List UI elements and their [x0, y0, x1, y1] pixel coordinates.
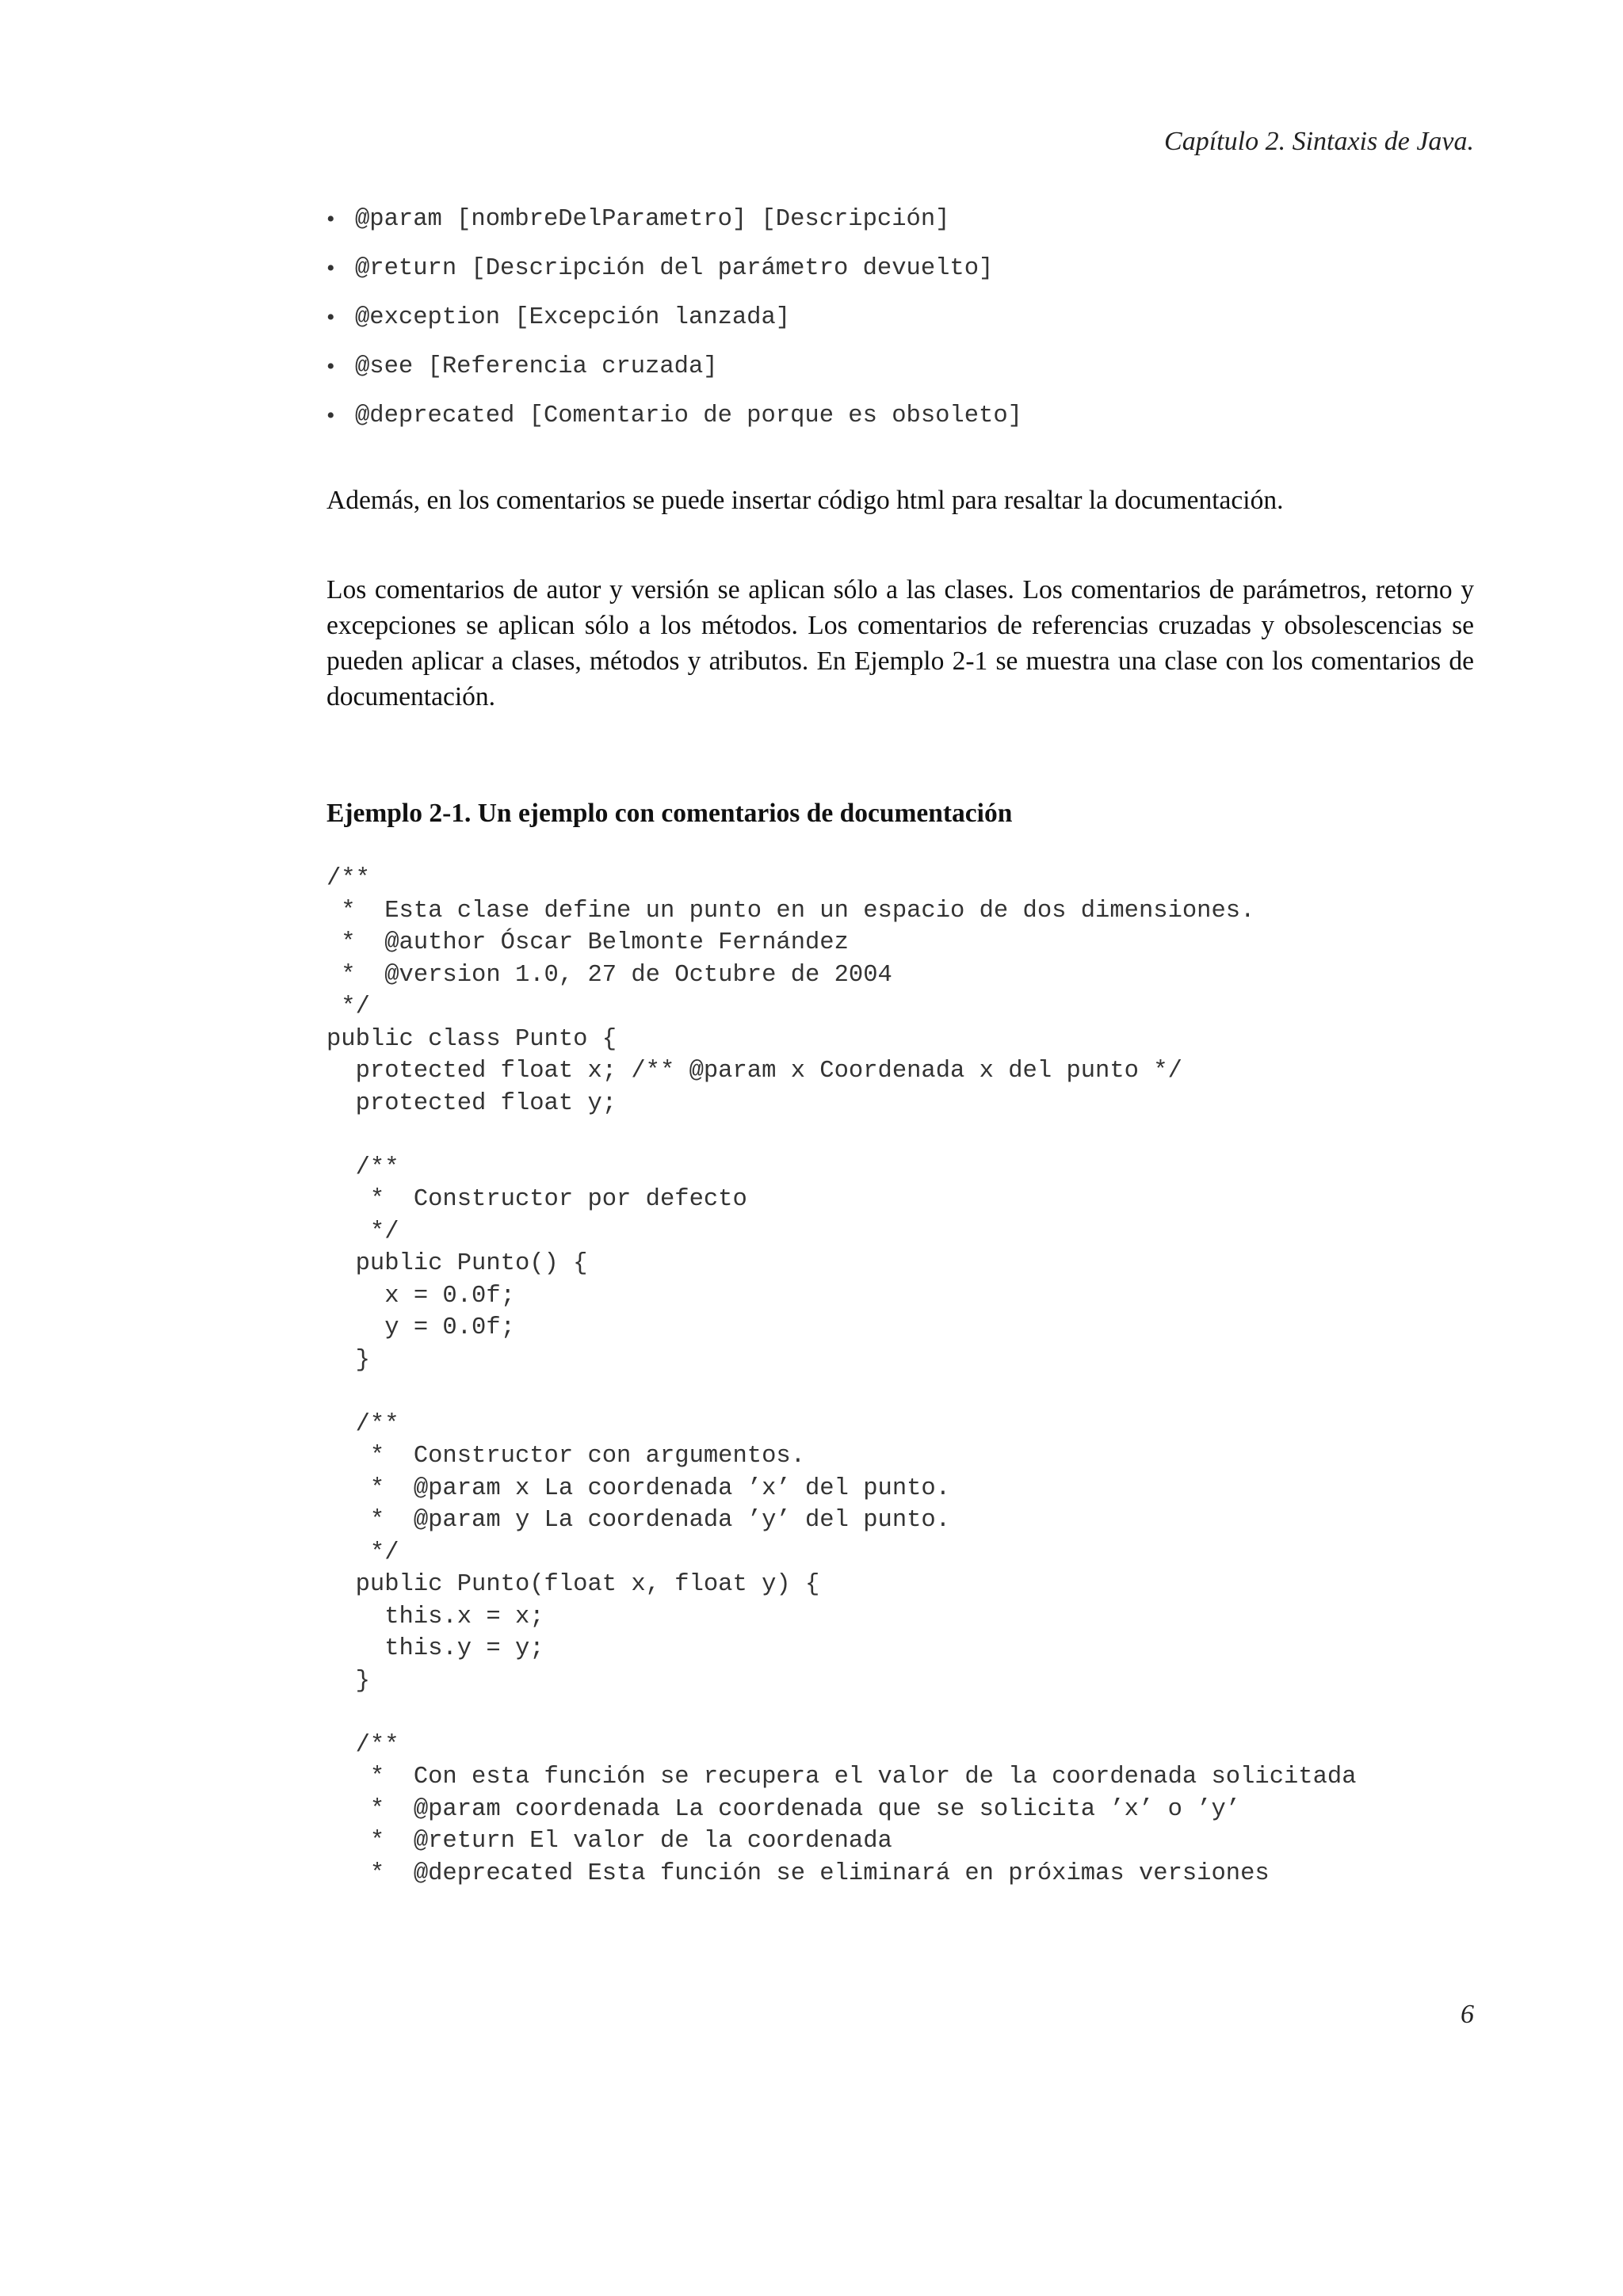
tag-see: @see [Referencia cruzada] [355, 353, 718, 380]
code-line: public class Punto { [327, 1025, 617, 1053]
page-number: 6 [1461, 2000, 1474, 2029]
code-line: * @param y La coordenada ’y’ del punto. [327, 1507, 951, 1534]
code-line: /** [327, 1410, 399, 1438]
code-line: protected float x; /** @param x Coordenada x del punto */ [327, 1058, 1182, 1085]
code-line: } [327, 1346, 370, 1374]
code-line: * @param x La coordenada ’x’ del punto. [327, 1474, 951, 1502]
bullet-icon: • [327, 206, 335, 232]
javadoc-tag-list [327, 195, 1022, 441]
list-item [327, 244, 1022, 293]
code-line: * @deprecated Esta función se eliminará en próximas versiones [327, 1859, 1270, 1887]
code-line: */ [327, 1218, 399, 1245]
bullet-icon: • [327, 402, 335, 429]
paragraph-html-comments: Además, en los comentarios se puede insertar código html para resaltar la documentación. [327, 486, 1284, 515]
code-line: * @version 1.0, 27 de Octubre de 2004 [327, 961, 892, 989]
code-line: this.x = x; [327, 1603, 544, 1630]
code-line: * @return El valor de la coordenada [327, 1828, 892, 1855]
tag-deprecated: @deprecated [Comentario de porque es obsoleto] [355, 402, 1022, 429]
code-line: protected float y; [327, 1089, 617, 1117]
code-line: y = 0.0f; [327, 1314, 515, 1341]
list-item [327, 195, 1022, 244]
code-line: x = 0.0f; [327, 1282, 515, 1310]
code-line: this.y = y; [327, 1635, 544, 1662]
tag-param: @param [nombreDelParametro] [Descripción] [355, 206, 950, 233]
list-item [327, 342, 1022, 391]
code-line: * Con esta función se recupera el valor de la coordenada solicitada [327, 1764, 1357, 1791]
list-item [327, 293, 1022, 342]
code-line: /** [327, 1731, 399, 1759]
tag-exception: @exception [Excepción lanzada] [355, 304, 791, 331]
code-line: */ [327, 1539, 399, 1566]
code-line: public Punto(float x, float y) { [327, 1571, 820, 1598]
code-line: /** [327, 865, 370, 892]
code-listing [327, 863, 1357, 1890]
bullet-icon: • [327, 255, 335, 281]
code-line: * @author Óscar Belmonte Fernández [327, 929, 849, 956]
chapter-header: Capítulo 2. Sintaxis de Java. [1164, 127, 1474, 156]
bullet-icon: • [327, 353, 335, 379]
code-line: * Constructor por defecto [327, 1186, 747, 1213]
code-line: } [327, 1667, 370, 1695]
code-line: /** [327, 1154, 399, 1181]
list-item [327, 391, 1022, 441]
code-line: public Punto() { [327, 1250, 588, 1277]
code-line: * @param coordenada La coordenada que se solicita ’x’ o ’y’ [327, 1795, 1241, 1823]
tag-return: @return [Descripción del parámetro devuelto] [355, 255, 994, 282]
code-line: */ [327, 994, 370, 1020]
example-title: Ejemplo 2-1. Un ejemplo con comentarios de documentación [327, 799, 1013, 828]
code-line: * Constructor con argumentos. [327, 1443, 805, 1470]
code-line: * Esta clase define un punto en un espacio de dos dimensiones. [327, 897, 1255, 925]
bullet-icon: • [327, 304, 335, 330]
paragraph-comment-scope: Los comentarios de autor y versión se aplican sólo a las clases. Los comentarios de parámetros, retorno y excepciones se aplican sólo a los métodos. Los comentarios de referencias cruzadas y obsolescencias se pueden aplicar a clases, métodos y atributos. En Ejemplo 2-1 se muestra una clase con los comentarios de documentación. [327, 575, 1474, 711]
